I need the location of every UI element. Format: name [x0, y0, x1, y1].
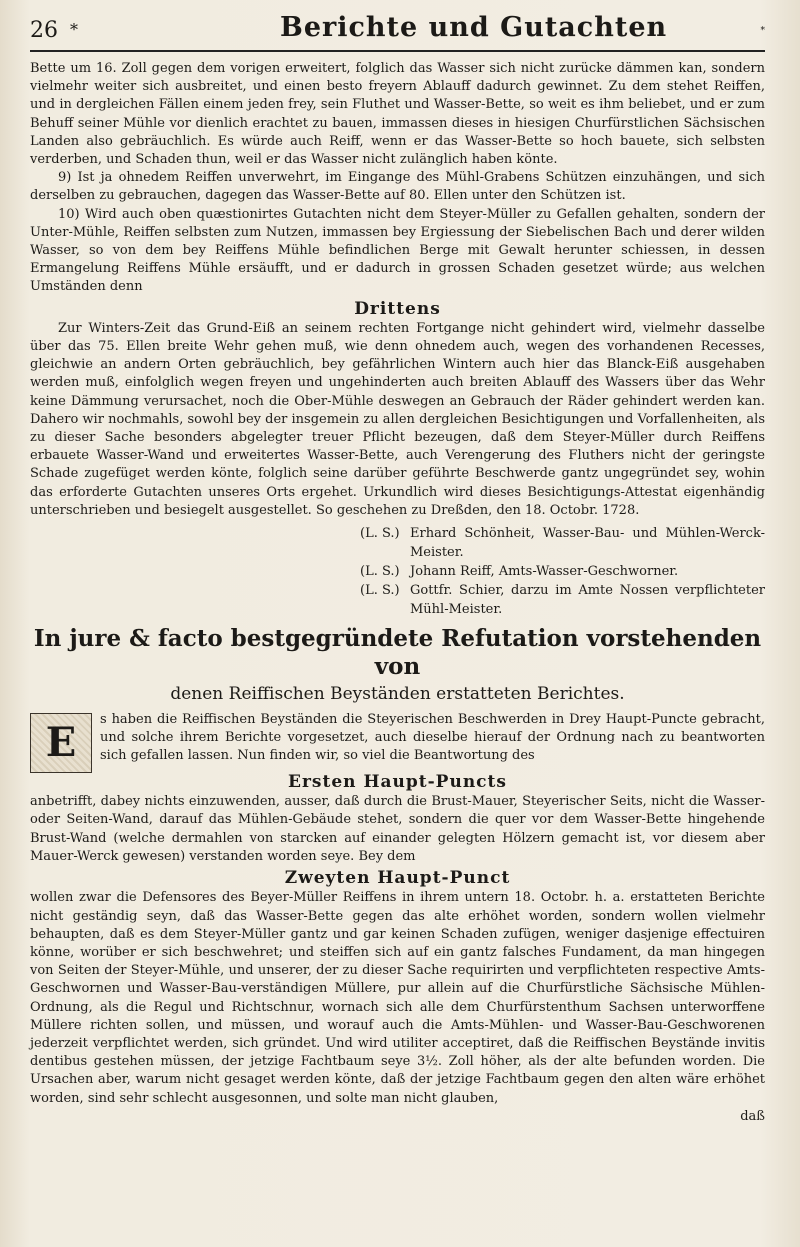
- signature-name: Erhard Schönheit, Wasser-Bau- und Mühlen-Werck-Meister.: [410, 526, 765, 561]
- seal-mark: (L. S.): [360, 526, 400, 542]
- signature-2: [360, 562, 765, 581]
- header-rule: [30, 50, 765, 52]
- catchword: daß: [740, 1108, 765, 1124]
- refutation-paragraph-1: s haben die Reiffischen Beyständen die Steyerischen Beschwerden in Drey Haupt-Puncte gebracht, und solche ihrem Berichte vorgesetzet, auch dieselbe hierauf der Ordnung nach zu beantworten sich gefallen lassen. Nun finden wir, so viel die Beantwortung des: [100, 712, 765, 764]
- paragraph-1: Bette um 16. Zoll gegen dem vorigen erweitert, folglich das Wasser sich nicht zurücke dämmen kan, sondern vielmehr weiter sich ausbreitet, und einen besto freyern Ablauff dadurch gewinnet. Zu dem stehet Reiffen, und in dergleichen Fällen einem jeden frey, sein Fluthet und Wasser-Bette, so weit es ihm beliebet, und er zum Behuff seiner Mühle vor dienlich erachtet zu bauen, immassen dieses in hiesigen Churfürstlichen Sächsischen Landen also gebräuchlich. Es würde auch Reiff, wenn er das Wasser-Bette so hoch bauete, sich selbsten verderben, und Schaden thun, weil er das Wasser nicht zulänglich haben könte.: [30, 61, 765, 168]
- refutation-paragraph-2: anbetrifft, dabey nichts einzuwenden, ausser, daß durch die Brust-Mauer, Steyerischer Seits, nicht die Wasser- oder Seiten-Wand, darauf das Mühlen-Gebäude stehet, sondern die quer vor dem Wasser-Bette hingehende Brust-Wand (welche dermahlen von starcken auf einander gelegten Hölzern gemacht ist, vor diesem aber Mauer-Werck gewesen) verstanden worden seye. Bey dem: [30, 794, 765, 864]
- paragraph-drittens: Zur Winters-Zeit das Grund-Eiß an seinem rechten Fortgange nicht gehindert wird, vielmehr dasselbe über das 75. Ellen breite Wehr gehen muß, wie denn ohnedem auch, wegen des vorhandenen Recesses, gleichwie an andern Orten gebräuchlich, bey gefährlichen Wintern auch hier das Blanck-Eiß ausgehaben werden muß, einfolglich wegen freyen und ungehinderten auch breiten Ablauff des Wassers über das Wehr keine Dämmung verursachet, noch die Ober-Mühle deswegen an Gebrauch der Räder gehindert werden kan. Dahero wir nochmahls, sowohl bey der insgemein zu allen dergleichen Besichtigungen und Vorfallenheiten, als zu dieser Sache besonders abgelegter treuer Pflicht bezeugen, daß dem Steyer-Müller durch Reiffens erbauete Wasser-Wand und erweitertes Wasser-Bette, auch Verengerung des Fluthers nicht der geringste Schade zugefüget werden könte, folglich seine darüber geführte Beschwerde gantz ungegründet sey, wohin das erforderte Gutachten unseres Orts ergehet. Urkundlich wird dieses Besichtigungs-Attestat eigenhändig unterschrieben und besiegelt ausgestellet. So geschehen zu Dreßden, den 18. Octobr. 1728.: [30, 320, 765, 518]
- heading-drittens: Drittens: [354, 298, 441, 319]
- drop-cap: E: [30, 713, 92, 773]
- paragraph-item-10: 10) Wird auch oben quæstionirtes Gutachten nicht dem Steyer-Müller zu Gefallen gehalten, sondern der Unter-Mühle, Reiffen selbsten zum Nutzen, immassen bey Ergiessung der Siebelischen Bach und derer wilden Wasser, so von dem bey Reiffens Mühle befindlichen Berge mit Gewalt herunter schiessen, in dessen Ermangelung Reiffens Mühle ersäufft, und er dadurch in grossen Schaden gesetzet würde; aus welchen Umständen denn: [30, 206, 765, 295]
- seal-mark: (L. S.): [360, 564, 400, 580]
- signature-block: [360, 524, 765, 619]
- refutation-paragraph-3: wollen zwar die Defensores des Beyer-Müller Reiffens in ihrem untern 18. Octobr. h. a. erstatteten Berichte nicht geständig seyn, daß das Wasser-Bette gegen das alte erhöhet worden, sondern wollen vielmehr behaupten, daß es dem Steyer-Müller gantz und gar keinen Schaden zufügen, weniger dasjenige effectuiren könne, worüber er sich beschwehret; und steiffen sich auf ein gantz falsches Fundament, da man hingegen von Seiten der Steyer-Mühle, und unserer, der zu dieser Sache requirirten und verpflichteten respective Amts-Geschwornen und Wasser-Bau-verständigen Müllere, pur allein auf die Churfürstliche Sächsische Mühlen-Ordnung, als die Regul und Richtschnur, wornach sich alle dem Churfürstenthum Sachsen unterworffene Müllere richten sollen, und müssen, und worauf auch die Amts-Mühlen- und Wasser-Bau-Geschworenen jederzeit verpflichtet werden, sich gründet. Und wird utiliter acceptiret, daß die Reiffischen Beystände invitis dentibus gestehen müssen, der jetzige Fachtbaum seye 3½. Zoll höher, als der alte befunden worden. Die Ursachen aber, warum nicht gesaget werden könte, daß der jetzige Fachtbaum gegen den alten wäre erhöhet worden, sind sehr schlecht ausgesonnen, und solte man nicht glauben,: [30, 890, 765, 1106]
- signature-3: [360, 581, 765, 619]
- page-number: 26: [30, 18, 58, 43]
- seal-mark: (L. S.): [360, 583, 400, 599]
- heading-erster-haupt-punct: Ersten Haupt-Puncts: [288, 772, 507, 793]
- main-text: [30, 60, 765, 1126]
- signature-1: [360, 524, 765, 562]
- signature-name: Gottfr. Schier, darzu im Amte Nossen verpflichteter Mühl-Meister.: [410, 583, 765, 618]
- running-title: Berichte und Gutachten: [280, 12, 668, 43]
- paragraph-item-9: 9) Ist ja ohnedem Reiffen unverwehrt, im Eingange des Mühl-Grabens Schützen einzuhängen, und sich derselben zu gebrauchen, dagegen das Wasser-Bette auf 80. Ellen unter den Schützen ist.: [30, 170, 765, 204]
- signature-mark: *: [70, 20, 78, 39]
- refutation-subheading: denen Reiffischen Beyständen erstatteten Berichtes.: [170, 684, 625, 705]
- signature-name: Johann Reiff, Amts-Wasser-Geschworner.: [410, 564, 679, 580]
- refutation-opening: [30, 711, 765, 766]
- refutation-heading: In jure & facto bestgegründete Refutation vorstehenden von: [33, 625, 762, 681]
- page-header: [30, 8, 765, 48]
- heading-zweyter-haupt-punct: Zweyten Haupt-Punct: [284, 868, 511, 889]
- header-ornament: *: [760, 26, 765, 36]
